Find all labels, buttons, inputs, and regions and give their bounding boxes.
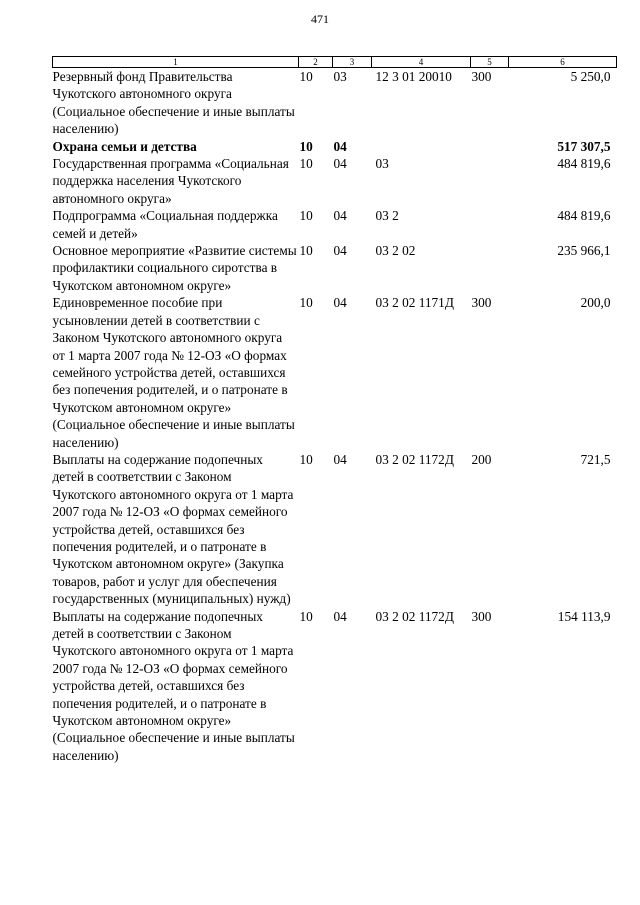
table-row — [53, 138, 617, 155]
cell-name: Резервный фонд Правительства Чукотского автономного округа (Социальное обеспечение и иные выплаты населению) — [52, 69, 295, 137]
cell-expense-type: 300 — [471, 295, 492, 311]
cell-name: Охрана семьи и детства — [52, 138, 197, 154]
cell-target-article: 03 2 02 1172Д — [375, 451, 454, 467]
cell-section: 10 — [299, 243, 313, 259]
cell-amount: 235 966,1 — [557, 243, 611, 259]
cell-subsection: 04 — [333, 138, 347, 154]
cell-target-article: 03 2 02 1172Д — [375, 608, 454, 624]
header-col-name: 1 — [53, 57, 299, 68]
cell-section: 10 — [299, 295, 313, 311]
header-col-target-article: 4 — [372, 57, 471, 68]
table-row — [53, 68, 617, 138]
cell-name: Государственная программа «Социальная поддержка населения Чукотского автономного округа» — [52, 156, 289, 206]
header-row — [53, 57, 617, 68]
cell-section: 10 — [299, 451, 313, 467]
cell-expense-type: 200 — [471, 451, 492, 467]
header-col-expense-type: 5 — [471, 57, 509, 68]
cell-amount: 200,0 — [580, 295, 611, 311]
table-header — [53, 57, 617, 68]
cell-name: Выплаты на содержание подопечных детей в соответствии с Законом Чукотского автономного округа от 1 марта 2007 года № 12-ОЗ «О формах семейного устройства детей, оставшихся без попечения родителей, и о патронате в Чукотском автономном округе» (Социальное обеспечение и иные выплаты населению) — [52, 608, 295, 763]
cell-name: Подпрограмма «Социальная поддержка семей и детей» — [52, 208, 278, 241]
cell-amount: 5 250,0 — [570, 69, 611, 84]
cell-section: 10 — [299, 208, 313, 224]
cell-name: Основное мероприятие «Развитие системы профилактики социального сиротства в Чукотском автономном округе» — [52, 243, 297, 293]
cell-expense-type — [471, 155, 509, 207]
cell-expense-type: 300 — [471, 69, 492, 84]
cell-expense-type — [471, 207, 509, 242]
header-col-subsection: 3 — [333, 57, 372, 68]
table-row — [53, 207, 617, 242]
cell-section: 10 — [299, 138, 313, 154]
cell-target-article: 12 3 01 20010 — [375, 69, 452, 84]
budget-table — [52, 56, 617, 764]
header-col-section: 2 — [299, 57, 333, 68]
cell-expense-type — [471, 138, 509, 155]
cell-amount: 721,5 — [580, 451, 611, 467]
cell-amount: 484 819,6 — [557, 156, 611, 172]
cell-target-article: 03 2 02 — [375, 243, 416, 259]
table-body — [53, 68, 617, 765]
table-row — [53, 242, 617, 294]
cell-target-article: 03 2 — [375, 208, 399, 224]
cell-subsection: 04 — [333, 608, 347, 624]
page-number: 471 — [311, 12, 329, 26]
cell-amount: 517 307,5 — [557, 138, 611, 154]
table-row — [53, 294, 617, 451]
cell-section: 10 — [299, 156, 313, 172]
table-row — [53, 451, 617, 608]
cell-target-article: 03 2 02 1171Д — [375, 295, 454, 311]
cell-subsection: 04 — [333, 243, 347, 259]
cell-amount: 484 819,6 — [557, 208, 611, 224]
header-col-amount: 6 — [509, 57, 617, 68]
cell-expense-type: 300 — [471, 608, 492, 624]
cell-subsection: 04 — [333, 295, 347, 311]
cell-subsection: 04 — [333, 451, 347, 467]
cell-expense-type — [471, 242, 509, 294]
cell-subsection: 04 — [333, 208, 347, 224]
cell-section: 10 — [299, 69, 313, 84]
cell-subsection: 03 — [333, 69, 347, 84]
table-row — [53, 155, 617, 207]
cell-name: Выплаты на содержание подопечных детей в соответствии с Законом Чукотского автономного округа от 1 марта 2007 года № 12-ОЗ «О формах семейного устройства детей, оставшихся без попечения родителей, и о патронате в Чукотском автономном округе» (Закупка товаров, работ и услуг для обеспечения государственных (муниципальных) нужд) — [52, 451, 294, 607]
cell-amount: 154 113,9 — [557, 608, 611, 624]
cell-target-article: 03 — [375, 156, 389, 172]
cell-target-article — [372, 138, 471, 155]
cell-name: Единовременное пособие при усыновлении детей в соответствии с Законом Чукотского автономного округа от 1 марта 2007 года № 12-ОЗ «О формах семейного устройства детей, оставшихся без попечения родителей, и о патронате в Чукотском автономном округе» (Социальное обеспечение и иные выплаты населению) — [52, 295, 295, 450]
table-row — [53, 608, 617, 765]
cell-section: 10 — [299, 608, 313, 624]
cell-subsection: 04 — [333, 156, 347, 172]
